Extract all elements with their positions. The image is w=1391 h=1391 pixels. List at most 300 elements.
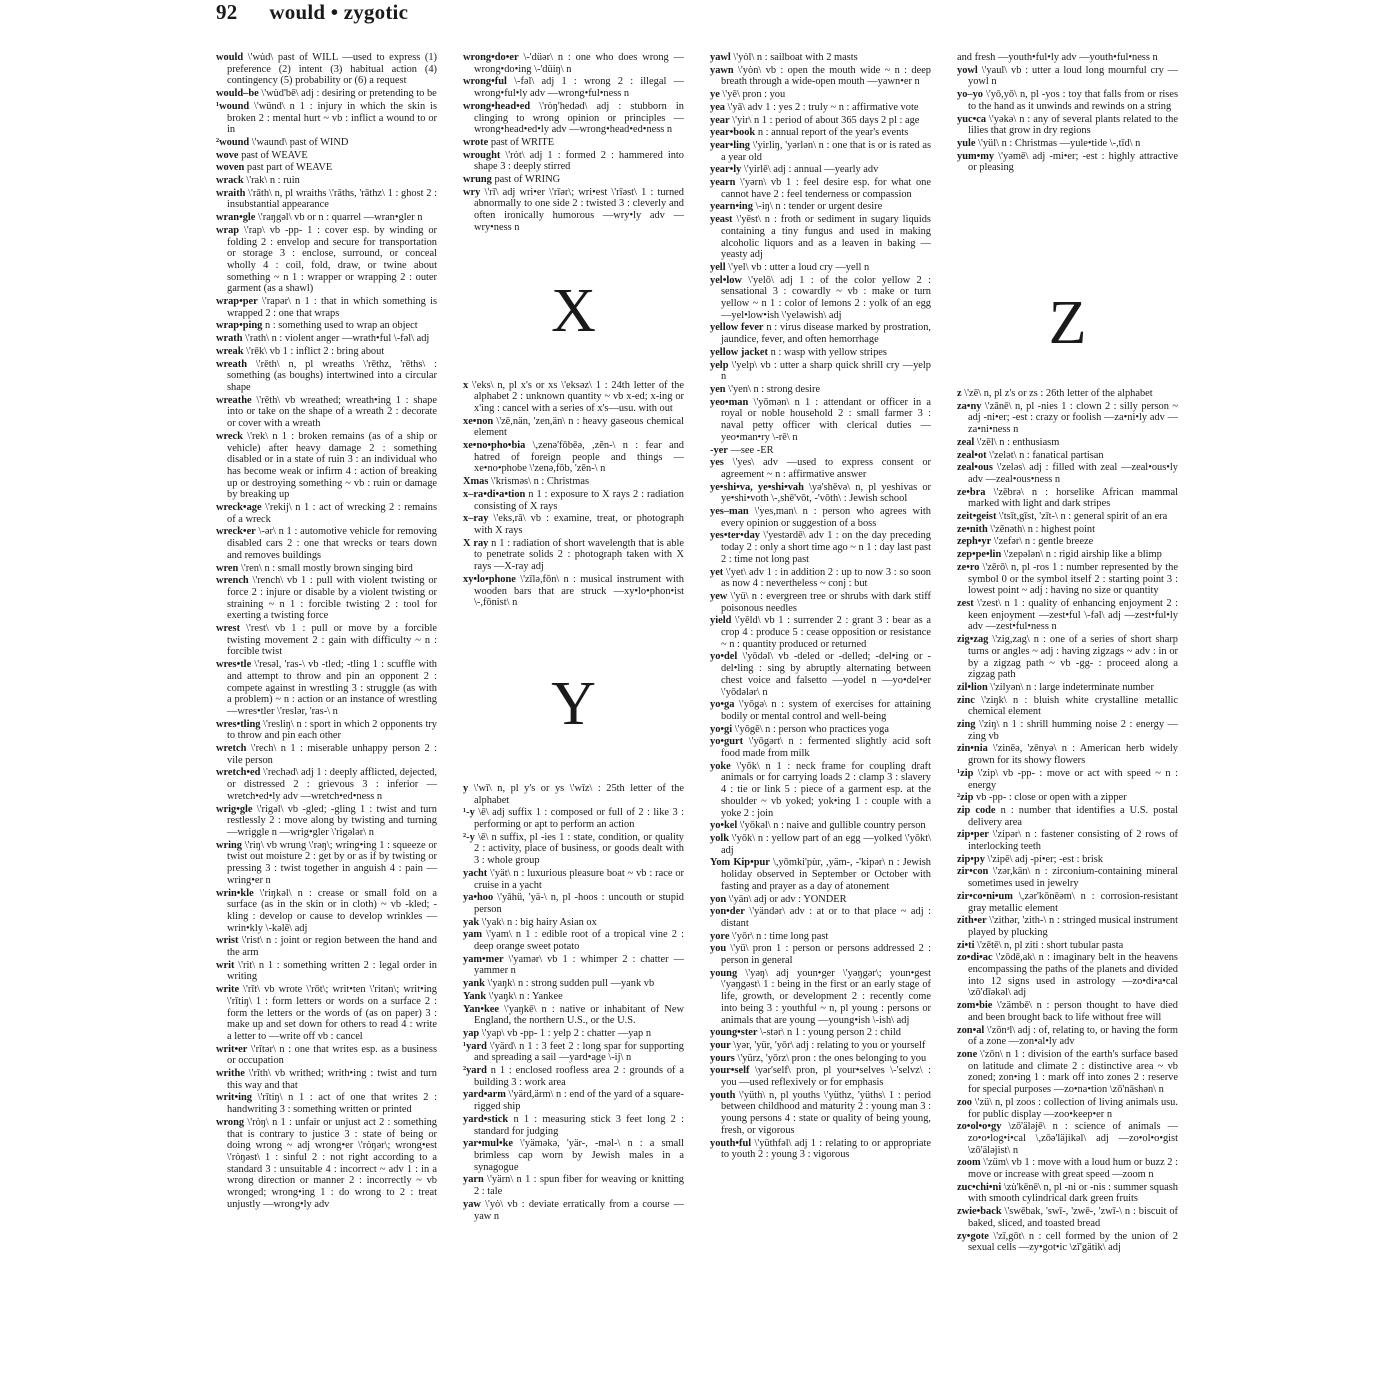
headword: wretch [216, 743, 247, 755]
definition: \ē\ adj suffix 1 : composed or full of 2 : like 3 : performing or apt to perform an action [474, 807, 684, 831]
definition: \'rīth\ vb writhed; writh•ing : twist and turn this way and that [227, 1068, 437, 1091]
dictionary-entry [216, 101, 437, 136]
definition: \-ər\ n 1 : automotive vehicle for removing disabled cars 2 : one that wrecks or tears down and removes buildings [227, 526, 437, 561]
headword: yard•arm [463, 1089, 506, 1101]
headword: wretch•ed [216, 767, 261, 779]
definition: past part of WEAVE [246, 162, 333, 174]
headword: yield [710, 615, 732, 627]
headword: zir•co•ni•um [957, 890, 1013, 902]
definition: \'yü\ pron 1 : person or persons addressed 2 : person in general [721, 943, 931, 967]
headword: ²yard [463, 1065, 487, 1077]
definition: \'yak\ n : big hairy Asian ox [481, 916, 597, 928]
headword: yolk [710, 833, 730, 844]
dictionary-entry [463, 783, 684, 806]
headword: wreak [216, 345, 244, 357]
dictionary-entry [957, 138, 1178, 150]
headword: your [710, 1039, 731, 1051]
definition: \'yəmē\ adj -mi•er; -est : highly attractive or pleasing [968, 150, 1178, 174]
definition: \'rāth\ n, pl wraiths \'rāths, 'rāthz\ 1 : ghost 2 : insubstantial appearance [227, 187, 437, 211]
dictionary-entry [463, 1138, 684, 1173]
section-letter-z: Z [1048, 289, 1087, 358]
definition: \'zōnᵊl\ adj : of, relating to, or having the form of a zone —zon•al•ly adv [968, 1024, 1178, 1048]
definition: \'rekij\ n 1 : act of wrecking 2 : remains of a wreck [227, 502, 437, 525]
dictionary-entry [710, 201, 931, 213]
dictionary-entry [216, 984, 437, 1043]
definition: \'rech\ n 1 : miserable unhappy person 2 : vile person [227, 743, 437, 766]
headword: zeal [957, 436, 975, 448]
dictionary-entry [710, 445, 931, 457]
dictionary-entry [463, 416, 684, 439]
dictionary-entry [710, 177, 931, 200]
dictionary-entry [216, 659, 437, 718]
headword: ze•ro [957, 561, 980, 573]
dictionary-entry [216, 575, 437, 622]
definition: vb -pp- : close or open with a zipper [976, 792, 1127, 804]
dictionary-entry [463, 1004, 684, 1027]
definition: \'swēbak, 'swī-, 'zwē-, 'zwī-\ n : biscuit of baked, sliced, and toasted bread [968, 1206, 1178, 1229]
dictionary-entry [463, 954, 684, 977]
headword: Xmas [463, 476, 489, 488]
definition: \'eks,rā\ vb : examine, treat, or photograph with X rays [474, 513, 684, 536]
dictionary-entry [216, 212, 437, 224]
definition: \'rigəl\ vb -gled; -gling 1 : twist and turn restlessly 2 : move along by twisting and turning —wriggle n —wrig•gler \'rigələr\ n [227, 803, 437, 838]
definition: \'wu̇d\ past of WILL —used to express (1) preference (2) intent (3) habitual action (4) contingency (5) probability or (6) a request [227, 52, 437, 87]
dictionary-entry [216, 333, 437, 345]
headword: writ•er [216, 1043, 248, 1055]
headword: yowl [957, 64, 978, 76]
dictionary-entry [710, 530, 931, 565]
definition: \-stər\ n 1 : young person 2 : child [760, 1027, 901, 1039]
headword: wrench [216, 575, 249, 587]
headword: wres•tling [216, 718, 261, 730]
headword: ya•hoo [463, 892, 494, 904]
headword: x [463, 379, 469, 391]
headword: zinc [957, 694, 975, 706]
dictionary-entry [957, 1157, 1178, 1180]
headword: zeit•geist [957, 511, 997, 523]
definition: \'yel\ vb : utter a loud cry —yell n [728, 261, 870, 273]
dictionary-entry [216, 743, 437, 766]
definition: \'tsīt,gīst, 'zīt-\ n : general spirit of an era [999, 511, 1168, 523]
dictionary-entry [957, 743, 1178, 766]
headword: yarn [463, 1174, 484, 1186]
headword: ze•bra [957, 486, 986, 498]
definition: \'züm\ vb 1 : move with a loud hum or buzz 2 : move or increase with great speed —zoom n [968, 1157, 1178, 1181]
headword: Yan•kee [463, 1003, 499, 1015]
dictionary-entry [710, 89, 931, 101]
headword: zwie•back [957, 1206, 1002, 1218]
headword: ¹wound [216, 100, 250, 112]
headword: wran•gle [216, 212, 256, 224]
dictionary-entry [957, 450, 1178, 462]
dictionary-entry [710, 140, 931, 163]
headword: wrig•gle [216, 803, 253, 815]
headword: wrong•head•ed [463, 100, 531, 112]
dictionary-entry [216, 935, 437, 958]
definition: \'yōk\ n : yellow part of an egg —yolked \'yōkt\ adj [721, 833, 931, 856]
headword: yes–man [710, 506, 749, 518]
headword: zoom [957, 1157, 981, 1169]
headword: wrap [216, 224, 240, 236]
headword: zoo [957, 1096, 973, 1108]
dictionary-entry [957, 401, 1178, 436]
definition: \'rap\ vb -pp- 1 : cover esp. by winding or folding 2 : envelop and secure for transportation or storage 3 : enclose, surround, or conceal wholly 4 : coil, fold, draw, or twine about something ~ n 1 : wrapper or wrapping 2 : outer garment (as a shawl) [227, 224, 437, 295]
dictionary-entry [710, 65, 931, 88]
definition: \'rak\ n : ruin [246, 175, 300, 187]
headword: zith•er [957, 915, 987, 927]
definition: \-fəl\ adj 1 : wrong 2 : illegal —wrong•ful•ly adv —wrong•ful•ness n [474, 76, 684, 100]
dictionary-entry [463, 929, 684, 952]
headword: youth [710, 1089, 736, 1101]
definition: \'yäməkə, 'yär-, -məl-\ n : a small brimless cap worn by Jewish males in a synagogue [474, 1138, 684, 1173]
definition: \'rench\ vb 1 : pull with violent twisting or force 2 : injure or disable by a violent twisting or straining ~ n 1 : forcible twisting 2 : tool for exerting a twisting force [227, 575, 437, 622]
definition: n 1 : exposure to X rays 2 : radiation consisting of X rays [474, 488, 684, 512]
dictionary-entry [216, 767, 437, 802]
dictionary-entry [710, 857, 931, 892]
definition: \'riŋ\ vb wrung \'rəŋ\; wring•ing 1 : squeeze or twist out moisture 2 : get by or as if by twisting or pressing 3 : twist together in anguish 4 : pain —wring•er n [227, 839, 437, 886]
dictionary-entry [216, 563, 437, 575]
dictionary-entry [710, 567, 931, 590]
headword: yank [463, 978, 485, 990]
definition: \'yēld\ vb 1 : surrender 2 : grant 3 : bear as a crop 4 : produce 5 : cease opposition or resistance ~ n : quantity produced or returned [721, 615, 931, 650]
dictionary-entry [957, 1206, 1178, 1229]
definition: past of WRITE [490, 136, 555, 148]
definition: \'yō,yō\ n, pl -yos : toy that falls from or rises to the hand as it unwinds and rewinds on a string [968, 89, 1178, 112]
column-2 [463, 52, 684, 1388]
headword: wreck•er [216, 526, 256, 538]
dictionary-entry [957, 65, 1178, 88]
definition: \'rȯŋ'hedəd\ adj : stubborn in clinging to wrong opinion or principles —wrong•head•ed•ly adv —wrong•head•ed•ness n [474, 100, 684, 136]
headword: zeal•ous [957, 462, 993, 474]
dictionary-entry [463, 538, 684, 573]
definition: \'yāhü, 'yä-\ n, pl -hoos : uncouth or stupid person [474, 892, 684, 915]
definition: \'yēst\ n : froth or sediment in sugary liquids containing a tiny fungus and used in making alcoholic liquors and as a leaven in baking —yeasty adj [721, 214, 931, 261]
page-header [216, 0, 408, 28]
headword: yeo•man [710, 396, 749, 408]
headword: yeast [710, 214, 733, 226]
definition: \'eks\ n, pl x's or xs \'eksəz\ 1 : 24th letter of the alphabet 2 : unknown quantity ~ vb x-ed; x-ing or x'ing : cancel with a series of x's—usu. with out [472, 379, 684, 414]
dictionary-entry [216, 188, 437, 211]
definition: \ē\ n suffix, pl -ies 1 : state, condition, or quality 2 : activity, place of business, or goods dealt with 3 : whole group [474, 831, 684, 867]
headword: yes•ter•day [710, 530, 760, 542]
dictionary-entry [463, 917, 684, 929]
headword: -yer [710, 444, 728, 456]
headword: your•self [710, 1065, 750, 1077]
definition: \'zeləs\ adj : filled with zeal —zeal•ous•ly adv —zeal•ous•ness n [968, 462, 1178, 485]
definition: \'zērō\ n, pl -ros 1 : number represented by the symbol 0 or the symbol itself 2 : starting point 3 : lowest point ~ adj : having no size or quantity [968, 561, 1178, 597]
dictionary-entry [957, 549, 1178, 561]
headword: year [710, 114, 730, 126]
dictionary-entry [710, 651, 931, 698]
definition: \'yaŋk\ n : strong sudden pull —yank vb [487, 978, 655, 990]
headword: wres•tle [216, 659, 252, 671]
dictionary-entry [957, 1000, 1178, 1023]
dictionary-entry [957, 52, 1178, 64]
column-4 [957, 52, 1178, 1388]
definition: \'yōkəl\ n : naive and gullible country person [739, 820, 926, 832]
headword: ye•shi•va, ye•shi•vah [710, 481, 804, 493]
headword: zeph•yr [957, 536, 992, 548]
headword: zir•con [957, 866, 989, 878]
headword: yellow jacket [710, 346, 768, 358]
definition: \'rēth\ n, pl wreaths \'rēthz, 'rēths\ : something (as boughs) intertwined into a circular shape [227, 358, 437, 393]
definition: \'zilyən\ n : large indeterminate number [990, 681, 1154, 693]
definition: \'waund\ past of WIND [251, 136, 349, 148]
dictionary-entry [216, 175, 437, 187]
headword: ²zip [957, 792, 974, 804]
dictionary-entry [957, 151, 1178, 174]
headword: you [710, 943, 727, 955]
dictionary-entry [710, 943, 931, 966]
dictionary-entry [957, 1097, 1178, 1120]
headword: year•ly [710, 164, 742, 176]
definition: \'yelō\ adj 1 : of the color yellow 2 : sensational 3 : cowardly ~ vb : make or turn yellow ~ n 1 : color of lemons 2 : yolk of an egg —yel•low•ish \'yeləwish\ adj [721, 274, 931, 321]
dictionary-entry [710, 894, 931, 906]
definition: \'resəl, 'ras-\ vb -tled; -tling 1 : scuffle with and attempt to throw and pin an opponent 2 : compete against in wrestling 3 : struggle (as with a problem) ~ n : action or an instance of wrestling —wres•tler \'reslər, 'ras-\ n [227, 659, 437, 717]
headword: yell [710, 261, 726, 273]
headword: yule [957, 137, 976, 149]
headword: zom•bie [957, 1000, 993, 1012]
dictionary-entry [957, 940, 1178, 952]
dictionary-entry [957, 1182, 1178, 1205]
headword: wrist [216, 935, 239, 947]
headword: y [463, 782, 469, 794]
definition: \'zētē\ n, pl ziti : short tubular pasta [977, 939, 1124, 951]
headword: wrong•ful [463, 76, 507, 88]
definition: \'zip\ vb -pp- : move or act with speed ~ n : energy [968, 767, 1178, 791]
headword: yet [710, 566, 724, 578]
headword: wove [216, 149, 239, 161]
definition: \'yürz, 'yōrz\ pron : the ones belonging to you [737, 1052, 927, 1064]
dictionary-entry [463, 489, 684, 512]
headword: yar•mul•ke [463, 1138, 513, 1150]
dictionary-entry [463, 1199, 684, 1222]
definition: \'rītiŋ\ n 1 : act of one that writes 2 : handwriting 3 : something written or printed [227, 1092, 437, 1116]
dictionary-entry [216, 888, 437, 935]
headword: yacht [463, 867, 488, 879]
headword: yo•del [710, 651, 738, 663]
headword: wrath [216, 333, 243, 345]
definition: \'yōgərt\ n : fermented slightly acid soft food made from milk [721, 736, 931, 760]
headword: wrap•per [216, 296, 258, 308]
dictionary-entry [463, 1114, 684, 1137]
dictionary-entry [463, 1174, 684, 1197]
dictionary-entry [216, 1092, 437, 1115]
definition: \'zig,zag\ n : one of a series of short sharp turns or angles ~ adj : having zigzags ~ adv : in or by a zigzag path ~ vb -gg- : proceed along a zigzag path [968, 634, 1178, 681]
dictionary-entry [463, 574, 684, 609]
definition: \'zē\ n, pl z's or zs : 26th letter of the alphabet [964, 388, 1153, 400]
definition: n : something used to wrap an object [264, 320, 418, 332]
definition: past of WRING [494, 174, 561, 186]
definition: \'yü\ n : evergreen tree or shrubs with dark stiff poisonous needles [721, 590, 931, 614]
dictionary-entry [216, 502, 437, 525]
dictionary-entry [216, 431, 437, 501]
headword: za•ny [957, 400, 982, 412]
headword: zy•gote [957, 1230, 989, 1242]
definition: \'yen\ n : strong desire [728, 383, 821, 395]
definition: \'raŋgəl\ vb or n : quarrel —wran•gler n [258, 212, 423, 224]
headword: writ [216, 959, 235, 971]
dictionary-entry [710, 736, 931, 759]
dictionary-entry [463, 1065, 684, 1088]
headword: year•book [710, 127, 756, 139]
definition: \'rȯŋ\ n 1 : unfair or unjust act 2 : something that is contrary to justice 3 : state of being or doing wrong ~ adj wrong•er \'rȯŋər\; wrong•est \'rȯŋəst\ 1 : sinful 2 : not right according to a standard 3 : unsuitable 4 : incorrect ~ adv 1 : in a wrong direction or manner 2 : incorrectly ~ vb wronged; wrong•ing 1 : do wrong to 2 : treat unjustly —wrong•ly adv [227, 1116, 437, 1210]
headword: yawl [710, 52, 731, 63]
definition: \'yȯn\ vb : open the mouth wide ~ n : deep breath through a wide-open mouth —yawn•er n [721, 64, 931, 88]
definition: \'yərn\ vb 1 : feel desire esp. for what one cannot have 2 : feel tenderness or compassion [721, 177, 931, 200]
headword: yap [463, 1027, 480, 1039]
definition: \'yōgə\ n : system of exercises for attaining bodily or mental control and well-being [721, 699, 931, 722]
headword: yo•gi [710, 723, 733, 735]
definition: \'yaŋk\ n : Yankee [488, 990, 563, 1002]
headword: zig•zag [957, 634, 989, 646]
headword: zone [957, 1049, 978, 1060]
headword: zest [957, 597, 974, 609]
page-number: 92 [216, 0, 238, 24]
headword: yel•low [710, 274, 742, 286]
definition: \'yän\ adj or adv : YONDER [728, 893, 847, 905]
dictionary-entry [216, 162, 437, 174]
definition: \'rīt\ vb wrote \'rōt\; writ•ten \'ritən\; writ•ing \'rītiŋ\ 1 : form letters or words on a surface 2 : form the letters or the words of (as on paper) 3 : make up and set down for others to read 4 : write a letter to —write off vb : cancel [227, 984, 437, 1042]
headword: Yom Kip•pur [710, 857, 770, 869]
headword: wrack [216, 175, 244, 187]
dictionary-entry [710, 615, 931, 650]
definition: \'zinēə, 'zēnyə\ n : American herb widely grown for its showy flowers [968, 743, 1178, 767]
definition: \'riŋkəl\ n : crease or small fold on a surface (as in the skin or in cloth) ~ vb -kled; -kling : develop or cause to develop wrinkles —wrin•kly \-kəlē\ adj [227, 887, 437, 934]
definition: \'yät\ n : luxurious pleasure boat ~ vb : race or cruise in a yacht [474, 867, 684, 891]
definition: n 1 : enclosed roofless area 2 : grounds of a building 3 : work area [474, 1065, 684, 1088]
headword: yo•ga [710, 699, 735, 711]
dictionary-entry [216, 1068, 437, 1091]
definition: \'yaul\ vb : utter a loud long mournful cry —yowl n [968, 64, 1178, 88]
dictionary-entry [957, 719, 1178, 742]
definition: \'yelp\ vb : utter a sharp quick shrill cry —yelp n [721, 359, 931, 383]
headword: xe•non [463, 415, 494, 427]
dictionary-entry [710, 833, 931, 856]
dictionary-entry [216, 346, 437, 358]
headword: wrong•do•er [463, 52, 519, 63]
definition: \'yȯl\ n : sailboat with 2 masts [733, 52, 858, 63]
dictionary-entry [957, 388, 1178, 400]
definition: \'yir\ n 1 : period of about 365 days 2 pl : age [732, 114, 920, 126]
dictionary-entry [957, 952, 1178, 999]
headword: x–ray [463, 513, 489, 525]
definition: \'yändər\ adv : at or to that place ~ adj : distant [721, 906, 931, 929]
dictionary-entry [957, 695, 1178, 718]
headword: year•ling [710, 139, 750, 151]
headword: yellow fever [710, 322, 764, 334]
definition: n : wasp with yellow stripes [770, 346, 887, 358]
headword: xy•lo•phone [463, 573, 516, 585]
headword: yuc•ca [957, 113, 987, 125]
dictionary-entry [710, 115, 931, 127]
definition: \'yōk\ n 1 : neck frame for coupling draft animals or for carrying loads 2 : clamp 3 : slavery 4 : tie or link 5 : piece of a garment esp. at the shoulder ~ vb yoked; yok•ing 1 : couple with a yoke 2 : join [721, 760, 931, 819]
headword: wry [463, 186, 481, 198]
definition: past of WEAVE [241, 149, 308, 161]
headword: writhe [216, 1068, 245, 1080]
dictionary-entry [463, 991, 684, 1003]
definition: \'zest\ n 1 : quality of enhancing enjoyment 2 : keen enjoyment —zest•ful \-fəl\ adj —zest•ful•ly adv —zest•ful•ness n [968, 597, 1178, 633]
definition: \'rī\ adj wri•er \'rīər\; wri•est \'rīəst\ 1 : turned abnormally to one side 2 : twisted 3 : cleverly and often ironically humorous —wry•ly adv —wry•ness n [474, 186, 684, 233]
headword: X ray [463, 537, 489, 549]
dictionary-entry [957, 1025, 1178, 1048]
headword: ¹zip [957, 767, 974, 779]
definition: \'yirliŋ, 'yərlən\ n : one that is or is rated as a year old [721, 139, 931, 163]
headword: wraith [216, 187, 246, 199]
column-3 [710, 52, 931, 1388]
headword: ze•nith [957, 523, 988, 535]
dictionary-entry [710, 968, 931, 1027]
dictionary-entry [957, 462, 1178, 485]
definition: \'yüthfəl\ adj 1 : relating to or appropriate to youth 2 : young 3 : vigorous [721, 1137, 931, 1161]
headword: yo•kel [710, 820, 738, 832]
headword: zuc•chi•ni [957, 1181, 1002, 1193]
headword: Yank [463, 990, 487, 1002]
definition: \'yōmən\ n 1 : attendant or officer in a royal or noble household 2 : small farmer 3 : naval petty officer with clerical duties —yeo•man•ry \-rē\ n [721, 396, 931, 443]
definition: n 1 : radiation of short wavelength that is able to penetrate solids 2 : photograph taken with X rays —X-ray adj [474, 537, 684, 573]
definition: \'zēbrə\ n : horselike African mammal marked with light and dark stripes [968, 486, 1178, 510]
dictionary-entry [216, 960, 437, 983]
dictionary-entry [463, 187, 684, 234]
definition: \'zämbē\ n : person thought to have died and been brought back to life without free will [968, 1000, 1178, 1023]
headword: zi•ti [957, 939, 975, 951]
definition: \'yȯ\ vb : deviate erratically from a course —yaw n [474, 1198, 684, 1222]
headword: yum•my [957, 150, 995, 162]
headword: yawn [710, 64, 734, 76]
dictionary-entry [710, 820, 931, 832]
definition: \'yap\ vb -pp- 1 : yelp 2 : chatter —yap n [481, 1027, 652, 1039]
headword: would–be [216, 88, 259, 100]
dictionary-entry [710, 591, 931, 614]
definition: \'yəŋ\ adj youn•ger \'yəŋgər\; youn•gest \'yəŋgəst\ 1 : being in the first or an early stage of life, growth, or development 2 : recently come into being 3 : youthful ~ n, pl young : persons or animals that are young —young•ish \-ish\ adj [721, 967, 931, 1026]
definition: n : virus disease marked by prostration, jaundice, fever, and often hemorrhage [721, 322, 931, 346]
dictionary-entry [463, 380, 684, 415]
headword: zep•pe•lin [957, 549, 1002, 561]
dictionary-entry [957, 511, 1178, 523]
definition: \'zipē\ adj -pi•er; -est : brisk [987, 853, 1103, 865]
column-1 [216, 52, 437, 1388]
definition: \'resliŋ\ n : sport in which 2 opponents try to throw and pin each other [227, 718, 437, 742]
definition: \'ziŋk\ n : bluish white crystalline metallic chemical element [968, 694, 1178, 718]
definition: n 1 : measuring stick 3 feet long 2 : standard for judging [474, 1113, 684, 1137]
dictionary-entry [710, 1040, 931, 1052]
dictionary-entry [216, 150, 437, 162]
dictionary-entry [216, 719, 437, 742]
headword: wrong [216, 1116, 245, 1128]
definition: \'zefər\ n : gentle breeze [993, 536, 1094, 548]
dictionary-entry [216, 1044, 437, 1067]
dictionary-entry [710, 52, 931, 64]
definition: and fresh —youth•ful•ly adv —youth•ful•ness n [957, 52, 1158, 63]
dictionary-entry [710, 1138, 931, 1161]
definition: \yə'shēvə\ n, pl yeshivas or ye•shi•voth \-,shē'vōt, -'vōth\ : Jewish school [721, 481, 931, 505]
headword: wren [216, 562, 239, 574]
headword: would [216, 52, 244, 63]
definition: \'yes,man\ n : person who agrees with every opinion or suggestion of a boss [721, 506, 931, 529]
definition: \'yōdəl\ vb -deled or -delled; -del•ing or -del•ling : sing by abruptly alternating between chest voice and falsetto —yodel n —yo•del•er \'yōdələr\ n [721, 651, 931, 698]
dictionary-entry [216, 1117, 437, 1211]
dictionary-entry [710, 931, 931, 943]
headword: z [957, 388, 962, 400]
definition: \'yet\ adv 1 : in addition 2 : up to now 3 : so soon as now 4 : nevertheless ~ conj : but [721, 566, 931, 590]
definition: \'yirlē\ adj : annual —yearly adv [743, 164, 879, 176]
dictionary-entry [216, 840, 437, 887]
dictionary-entry [710, 127, 931, 139]
dictionary-entry [710, 506, 931, 529]
definition: \'wī\ n, pl y's or ys \'wīz\ : 25th letter of the alphabet [473, 782, 684, 806]
dictionary-entry [710, 699, 931, 722]
headword: wrought [463, 149, 501, 161]
